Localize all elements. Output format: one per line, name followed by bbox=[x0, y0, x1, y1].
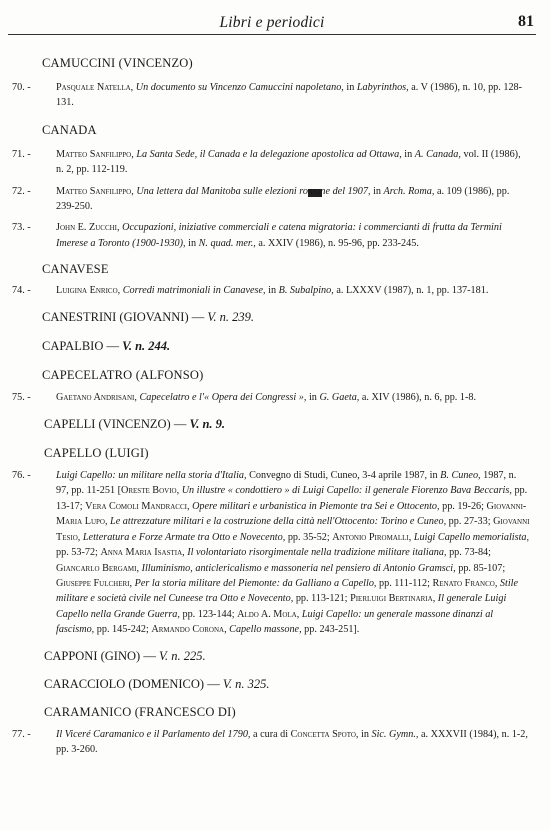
section-heading-capecelatro: CAPECELATRO (ALFONSO) bbox=[42, 367, 204, 382]
entry-details: 1987, n. 97, pp. 11-251 [ bbox=[56, 470, 517, 497]
contributor-author: Vera Comoli Mandracci, bbox=[85, 500, 190, 512]
entry-number: 75. - bbox=[12, 391, 31, 403]
section-heading-canavese: CANAVESE bbox=[42, 262, 109, 277]
entry-details: pp. 145-242; bbox=[94, 624, 152, 636]
contributor-title: Illuminismo, anticlericalismo e massoneria nel pensiero di Antonio Gramsci, bbox=[139, 562, 456, 574]
entry-details: pp. 27-33; bbox=[446, 516, 494, 528]
entry-journal: B. Subalpino, bbox=[278, 285, 334, 297]
entry-74 bbox=[0, 283, 550, 298]
contributor-author: Giuseppe Fulcheri, bbox=[56, 577, 133, 589]
entry-details: Convegno di Studi, Cuneo, 3-4 aprile 1987, in bbox=[246, 470, 441, 482]
entry-details: pp. 243-251]. bbox=[301, 624, 360, 636]
entry-title: Occupazioni, iniziative commerciali e catena migratoria: i commercianti di frutta da Termini Imerese a Toronto (1900-1930), bbox=[56, 222, 502, 249]
entry-details: pp. 13-17; bbox=[56, 485, 528, 512]
entry-details: a. XXXVII (1984), n. 1-2, pp. 3-260. bbox=[56, 728, 528, 755]
entry-number: 73. - bbox=[12, 222, 31, 234]
entry-details: pp. 111-112; bbox=[376, 577, 433, 589]
crossref-link: V. n. 244. bbox=[122, 338, 171, 353]
crossref-dash: — bbox=[188, 309, 208, 324]
entry-details: pp. 53-72; bbox=[56, 547, 101, 559]
entry-editor: Concetta Spoto, bbox=[290, 728, 359, 740]
crossref-capelli bbox=[44, 416, 550, 432]
section-heading-camuccini: CAMUCCINI (VINCENZO) bbox=[42, 56, 193, 70]
crossref-dash: — bbox=[140, 648, 159, 663]
entry-author: Pasquale Natella, bbox=[56, 82, 134, 93]
section-heading-capponi: CAPPONI (GINO) bbox=[44, 648, 141, 663]
entry-author: Gaetano Andrisani, bbox=[56, 391, 137, 403]
section-heading-capello: CAPELLO (LUIGI) bbox=[44, 446, 149, 461]
running-head bbox=[8, 12, 536, 35]
crossref-link: V. n. 9. bbox=[189, 417, 226, 432]
entry-journal: Sic. Gymn., bbox=[371, 728, 419, 740]
contributor-author: Aldo A. Mola, bbox=[237, 608, 300, 620]
section-heading-canestrini: CANESTRINI (GIOVANNI) bbox=[42, 309, 189, 324]
entry-details: pp. 35-52; bbox=[285, 531, 333, 543]
crossref-link: V. n. 239. bbox=[207, 309, 255, 324]
entry-author: Matteo Sanfilippo, bbox=[56, 148, 134, 160]
entry-73 bbox=[0, 220, 550, 251]
contributor-title: Per la storia militare del Piemonte: da Galliano a Capello, bbox=[132, 577, 377, 589]
entry-75 bbox=[0, 390, 550, 405]
contributor-author: Giovanni-Maria Lupo, bbox=[56, 500, 527, 528]
entry-71 bbox=[0, 147, 550, 178]
entry-number: 77. - bbox=[12, 728, 31, 740]
entry-journal: A. Canada, bbox=[414, 148, 461, 160]
crossref-dash: — bbox=[103, 338, 123, 353]
crossref-link: V. n. 325. bbox=[222, 676, 270, 691]
contributor-title: Un illustre « condottiero » di Luigi Capello: il generale Fiorenzo Bava Beccaris, bbox=[179, 485, 512, 497]
entry-details: a. 109 (1986), pp. 239-250. bbox=[56, 185, 510, 213]
entry-details: a. V (1986), n. 10, pp. 128-131. bbox=[56, 82, 523, 109]
entry-details: pp. 123-144; bbox=[179, 608, 238, 620]
entry-in: in bbox=[373, 185, 381, 197]
entry-in: in bbox=[308, 391, 317, 403]
entry-journal: Arch. Roma, bbox=[383, 185, 435, 197]
contributor-title: Luigi Capello memorialista, bbox=[411, 531, 530, 543]
entry-in: in bbox=[361, 728, 369, 740]
entry-in: in bbox=[404, 148, 413, 160]
entry-in: in bbox=[346, 82, 355, 93]
entry-details: a. XXIV (1986), n. 95-96, pp. 233-245. bbox=[258, 237, 419, 249]
crossref-canestrini bbox=[42, 309, 550, 325]
contributor-title: Luigi Capello: un generale massone dinanzi al fascismo, bbox=[56, 608, 494, 636]
entry-journal: G. Gaeta, bbox=[319, 391, 360, 403]
entry-details: pp. 19-26; bbox=[439, 500, 487, 512]
entry-curated-by: a cura di bbox=[253, 728, 289, 740]
entry-title: Capecelatro e l'« Opera dei Congressi », bbox=[139, 391, 307, 403]
contributor-title: Letteratura e Forze Armate tra Otto e Novecento, bbox=[80, 531, 286, 543]
running-title: Libri e periodici bbox=[219, 14, 325, 31]
entry-journal: Labyrinthos, bbox=[356, 82, 409, 93]
entry-title: Un documento su Vincenzo Camuccini napoletano, bbox=[135, 82, 344, 93]
contributor-title: B. Cuneo, bbox=[440, 470, 481, 482]
entry-number: 74. - bbox=[12, 285, 31, 297]
entry-title: Corredi matrimoniali in Canavese, bbox=[122, 285, 266, 297]
contributor-author: Oreste Bovio, bbox=[121, 485, 180, 497]
contributor-author: Antonio Piromalli, bbox=[332, 531, 412, 543]
entry-number: 72. - bbox=[12, 185, 31, 197]
entry-70 bbox=[0, 80, 550, 111]
contributor-title: Capello massone, bbox=[226, 624, 302, 636]
entry-title: Il Viceré Caramanico e il Parlamento del 1790, bbox=[56, 728, 251, 740]
contributor-title: Il generale Luigi Capello nella Grande Guerra, bbox=[56, 593, 507, 620]
crossref-dash: — bbox=[170, 417, 190, 432]
entry-details: vol. II (1986), n. 2, pp. 112-119. bbox=[56, 148, 521, 176]
bibliography-body bbox=[0, 50, 550, 757]
page-number: 81 bbox=[518, 13, 534, 30]
contributor-author: Renato Franco, bbox=[432, 577, 498, 589]
section-heading-caramanico: CARAMANICO (FRANCESCO DI) bbox=[44, 704, 236, 719]
section-heading-canada: CANADA bbox=[42, 122, 97, 137]
entry-journal: N. quad. mer., bbox=[198, 237, 256, 249]
contributor-title: Opere militari e urbanistica in Piemonte tra Sei e Ottocento, bbox=[189, 500, 440, 512]
contributor-author: Pierluigi Bertinaria, bbox=[350, 593, 436, 605]
contributor-author: Giovanni Tesio, bbox=[56, 516, 530, 543]
entry-in: in bbox=[268, 285, 277, 297]
entry-author: Luigina Enrico, bbox=[56, 285, 121, 297]
section-heading-capalbio: CAPALBIO bbox=[42, 338, 104, 353]
crossref-dash: — bbox=[204, 676, 223, 691]
crossref-capponi bbox=[44, 648, 550, 664]
entry-details: a. XIV (1986), n. 6, pp. 1-8. bbox=[361, 391, 477, 403]
entry-title: Una lettera dal Manitoba sulle elezioni romane del 1907, bbox=[136, 185, 371, 197]
entry-in: in bbox=[188, 237, 197, 249]
crossref-link: V. n. 225. bbox=[158, 648, 206, 663]
entry-number: 76. - bbox=[12, 470, 31, 482]
entry-details: pp. 73-84; bbox=[446, 547, 491, 559]
crossref-capalbio bbox=[42, 338, 550, 354]
contributor-title: Luigi Capello: un militare nella storia d'Italia, bbox=[56, 470, 247, 482]
contributor-title: Le attrezzature militari e la costruzione della città nell'Ottocento: Torino e Cuneo, bbox=[107, 516, 447, 528]
entry-author: John E. Zucchi, bbox=[56, 222, 120, 234]
contributor-author: Anna Maria Isastia, bbox=[100, 547, 185, 559]
contributor-title: Il volontariato risorgimentale nella tradizione militare italiana, bbox=[184, 547, 447, 559]
contributor-title: Stile militare e società civile nel Cuneese tra Otto e Novecento, bbox=[56, 577, 519, 605]
entry-77 bbox=[0, 727, 550, 758]
contributor-author: Giancarlo Bergami, bbox=[56, 562, 140, 574]
section-heading-capelli: CAPELLI (VINCENZO) bbox=[44, 417, 171, 432]
entry-72 bbox=[0, 184, 550, 215]
entry-76 bbox=[0, 468, 550, 637]
contributor-author: Armando Corona, bbox=[151, 624, 227, 636]
entry-number: 70. - bbox=[12, 82, 31, 93]
entry-details: a. LXXXV (1987), n. 1, pp. 137-181. bbox=[336, 285, 489, 297]
section-heading-caracciolo: CARACCIOLO (DOMENICO) bbox=[44, 676, 205, 691]
entry-details: pp. 85-107; bbox=[455, 562, 506, 574]
entry-details: pp. 113-121; bbox=[293, 593, 351, 605]
entry-title: La Santa Sede, il Canada e la delegazione apostolica ad Ottawa, bbox=[136, 148, 402, 160]
entry-author: Matteo Sanfilippo, bbox=[56, 185, 134, 197]
crossref-caracciolo bbox=[44, 676, 550, 692]
entry-number: 71. - bbox=[12, 148, 31, 160]
